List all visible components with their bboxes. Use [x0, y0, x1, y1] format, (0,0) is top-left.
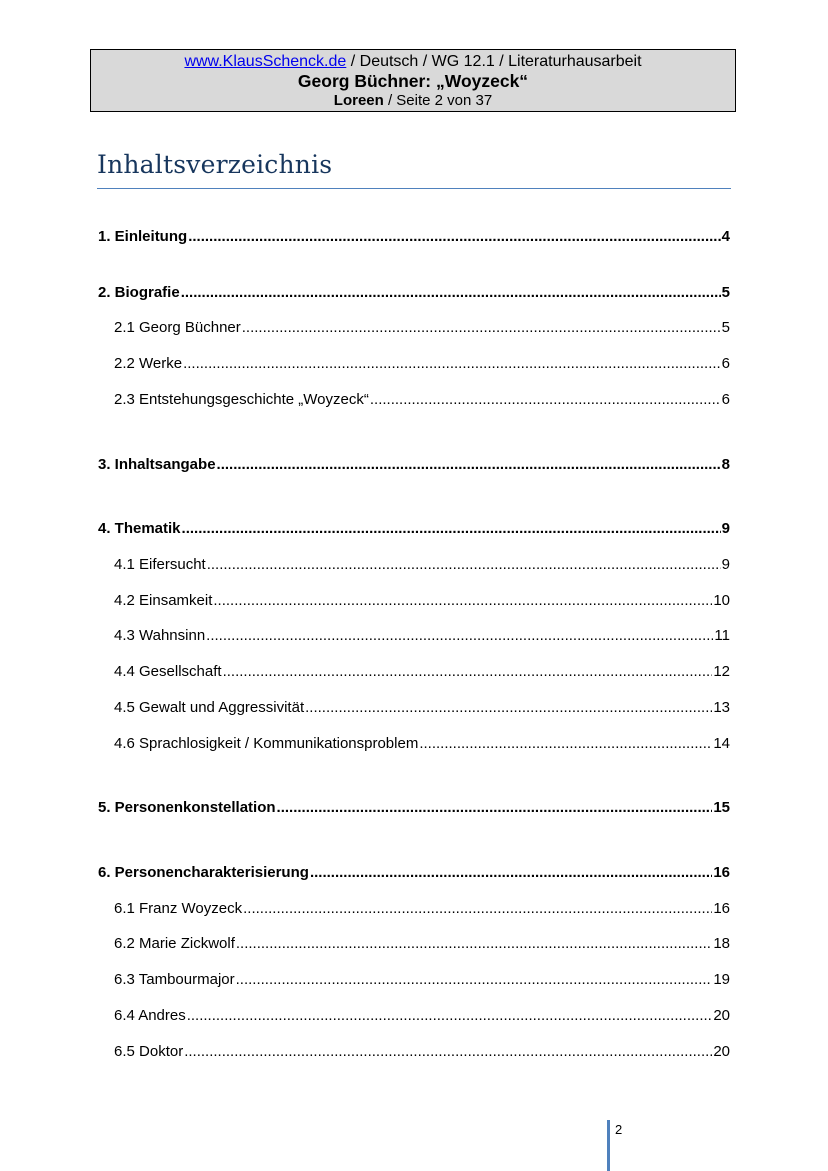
toc-entry-page: 11 [714, 627, 730, 644]
toc-entry[interactable] [114, 318, 730, 338]
toc-entry-label: 1. Einleitung [98, 228, 188, 245]
toc-leader [223, 662, 713, 682]
toc-leader [305, 698, 712, 718]
toc-entry-label: 6.3 Tambourmajor [114, 971, 235, 988]
toc-entry-label: 2. Biografie [98, 284, 180, 301]
toc-entry-page: 4 [721, 228, 730, 245]
toc-entry-page: 16 [713, 900, 730, 917]
toc-leader [184, 1042, 712, 1062]
toc-leader [188, 227, 720, 247]
header-author: Loreen [333, 92, 384, 109]
toc-entry-label: 2.2 Werke [114, 355, 183, 372]
toc-entry[interactable] [114, 591, 730, 611]
header-line-1 [91, 53, 735, 71]
toc-entry-page: 5 [721, 284, 730, 301]
toc-entry[interactable] [98, 863, 730, 883]
toc-leader [207, 555, 721, 575]
toc-entry-page: 14 [713, 735, 730, 752]
toc-leader [206, 626, 713, 646]
toc-entry-page: 5 [721, 319, 730, 336]
header-page-info: / Seite 2 von 37 [383, 92, 493, 109]
toc-leader [181, 283, 721, 303]
toc-entry-page: 13 [713, 699, 730, 716]
toc-leader [183, 354, 721, 374]
toc-entry[interactable] [98, 519, 730, 539]
toc-entry-label: 4.3 Wahnsinn [114, 627, 206, 644]
toc-entry-label: 2.1 Georg Büchner [114, 319, 241, 336]
toc-entry-page: 9 [721, 556, 730, 573]
page-number: 2 [615, 1122, 623, 1137]
toc-entry-label: 4.5 Gewalt und Aggressivität [114, 699, 305, 716]
toc-entry-page: 9 [721, 520, 730, 537]
toc-entry-page: 10 [713, 592, 730, 609]
toc-leader [242, 318, 721, 338]
toc-entry-label: 4.2 Einsamkeit [114, 592, 213, 609]
toc-entry-label: 4.4 Gesellschaft [114, 663, 222, 680]
toc-entry-page: 20 [713, 1007, 730, 1024]
toc-entry-label: 4.1 Eifersucht [114, 556, 206, 573]
toc-entry-label: 6.4 Andres [114, 1007, 186, 1024]
toc-entry-label: 6.1 Franz Woyzeck [114, 900, 243, 917]
header-path: / Deutsch / WG 12.1 / Literaturhausarbeit [346, 53, 642, 70]
toc-entry-label: 6.2 Marie Zickwolf [114, 935, 235, 952]
toc-entry-page: 8 [721, 456, 730, 473]
toc-entry-page: 16 [713, 864, 730, 881]
toc-entry[interactable] [114, 899, 730, 919]
toc-entry-label: 2.3 Entstehungsgeschichte „Woyzeck“ [114, 391, 369, 408]
toc-leader [236, 970, 713, 990]
toc-entry[interactable] [114, 970, 730, 990]
toc-entry-page: 6 [721, 355, 730, 372]
document-header [90, 49, 736, 112]
toc-entry[interactable] [114, 1006, 730, 1026]
toc-entry[interactable] [114, 934, 730, 954]
website-link[interactable]: www.KlausSchenck.de [184, 53, 347, 70]
toc-entry[interactable] [114, 662, 730, 682]
toc-entry[interactable] [114, 1042, 730, 1062]
toc-entry-page: 12 [713, 663, 730, 680]
toc-entry-label: 6. Personencharakterisierung [98, 864, 309, 881]
toc-entry[interactable] [114, 555, 730, 575]
toc-entry-page: 18 [713, 935, 730, 952]
toc-leader [213, 591, 712, 611]
toc-entry[interactable] [98, 227, 730, 247]
toc-entry-page: 19 [713, 971, 730, 988]
toc-entry-label: 5. Personenkonstellation [98, 799, 276, 816]
toc-entry[interactable] [98, 455, 730, 475]
toc-leader [217, 455, 721, 475]
toc-leader [310, 863, 712, 883]
toc-leader [370, 390, 721, 410]
toc-entry-page: 6 [721, 391, 730, 408]
toc-entry[interactable] [114, 626, 730, 646]
toc-leader [187, 1006, 713, 1026]
toc-entry-page: 20 [713, 1043, 730, 1060]
header-title: Georg Büchner: „Woyzeck“ [297, 71, 529, 91]
toc-entry-label: 4. Thematik [98, 520, 181, 537]
page-title: Inhaltsverzeichnis [97, 150, 333, 179]
toc-entry[interactable] [114, 698, 730, 718]
toc-entry-label: 6.5 Doktor [114, 1043, 184, 1060]
toc-leader [182, 519, 721, 539]
footer-accent-bar [607, 1120, 610, 1171]
toc-leader [419, 734, 712, 754]
toc-entry[interactable] [114, 734, 730, 754]
toc-entry[interactable] [98, 283, 730, 303]
toc-leader [236, 934, 712, 954]
toc-entry-label: 4.6 Sprachlosigkeit / Kommunikationsproblem [114, 735, 419, 752]
toc-entry-page: 15 [713, 799, 730, 816]
toc-leader [277, 798, 713, 818]
header-line-3 [91, 92, 735, 109]
toc-entry-label: 3. Inhaltsangabe [98, 456, 216, 473]
toc-leader [243, 899, 712, 919]
toc-entry[interactable] [114, 390, 730, 410]
title-divider [97, 188, 731, 189]
toc-entry[interactable] [114, 354, 730, 374]
toc-entry[interactable] [98, 798, 730, 818]
